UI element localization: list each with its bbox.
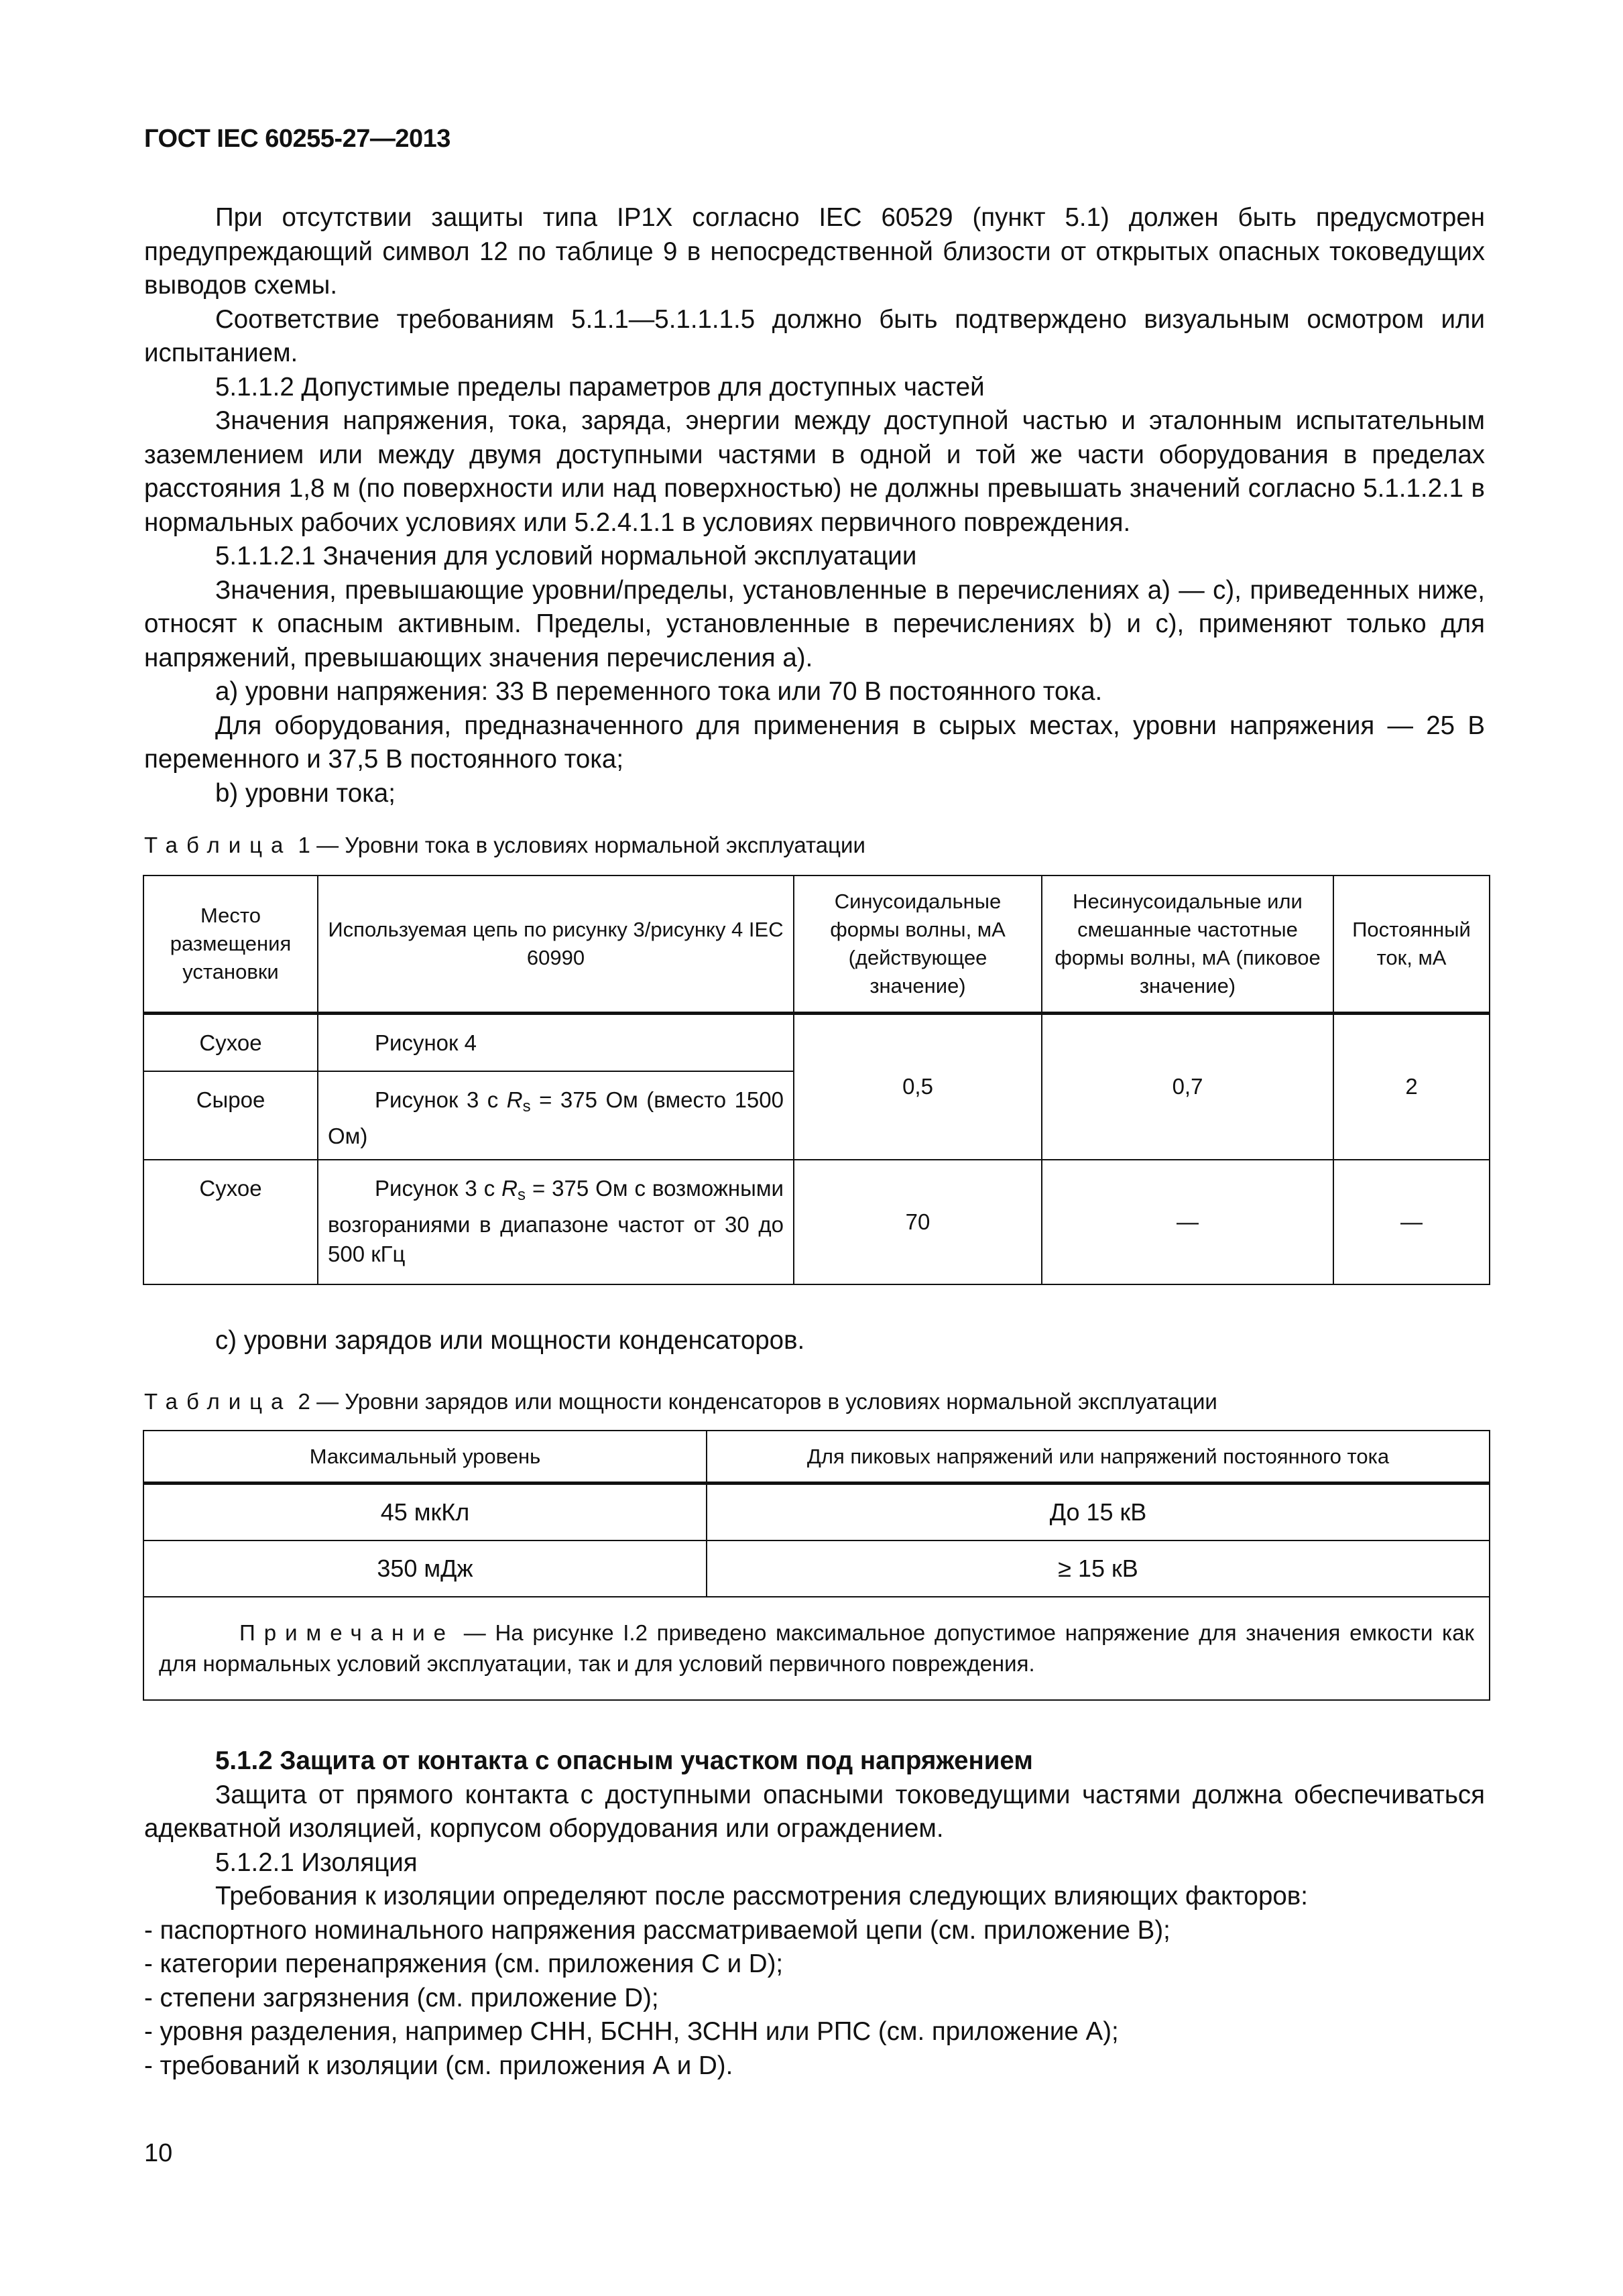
table-header-cell: Синусоидальные формы волны, мА (действующее значение) [794, 875, 1042, 1014]
table-row [143, 1484, 1490, 1541]
table-note [143, 1597, 1490, 1700]
table-caption-text: 1 — Уровни тока в условиях нормальной эксплуатации [292, 833, 865, 857]
table-cell: 0,7 [1042, 1014, 1333, 1160]
subsection-title: 5.1.1.2.1 Значения для условий нормальной эксплуатации [215, 542, 917, 570]
table-header-cell: Место размещения установки [143, 875, 318, 1014]
table-cell: 0,5 [794, 1014, 1042, 1160]
table-cell: 350 мДж [143, 1540, 707, 1597]
table-cell: ≥ 15 кВ [707, 1540, 1490, 1597]
table-cell: 2 [1333, 1014, 1490, 1160]
table-cell: До 15 кВ [707, 1484, 1490, 1541]
table-cell: — [1333, 1160, 1490, 1284]
table-header-row [143, 1431, 1490, 1484]
table-header-cell: Постоянный ток, мА [1333, 875, 1490, 1014]
text-fragment: Рисунок 3 с [375, 1087, 507, 1112]
table-caption-word: Таблица [144, 1389, 292, 1414]
bullet-item: - категории перенапряжения (см. приложения С и D); [144, 1949, 784, 1978]
table-cell: Сухое [143, 1014, 318, 1071]
bullet-item: - паспортного номинального напряжения рассматриваемой цепи (см. приложение В); [144, 1915, 1170, 1945]
section-heading: 5.1.2 Защита от контакта с опасным участком под напряжением [215, 1746, 1033, 1775]
paragraph: Соответствие требованиям 5.1.1—5.1.1.1.5 должно быть подтверждено визуальным осмотром или испытанием. [144, 304, 1485, 367]
table-row [143, 1160, 1490, 1284]
table-cell: 45 мкКл [143, 1484, 707, 1541]
variable-symbol: R [506, 1087, 523, 1112]
table-caption-text: 2 — Уровни зарядов или мощности конденсаторов в условиях нормальной эксплуатации [292, 1389, 1217, 1414]
page-number: 10 [144, 2139, 173, 2167]
subscript: s [518, 1185, 526, 1204]
subscript: s [522, 1097, 531, 1115]
document-header: ГОСТ IEC 60255-27—2013 [144, 125, 450, 153]
table-note-row [143, 1597, 1490, 1700]
list-item-c [144, 1324, 1485, 1358]
text-fragment: Рисунок 3 с [375, 1175, 502, 1201]
note-text: — На рисунке I.2 приведено максимальное допустимое напряжение для значения емкости как для нормальных условий эксплуатации, так и для условий первичного повреждения. [159, 1620, 1474, 1676]
paragraph: Для оборудования, предназначенного для применения в сырых местах, уровни напряжения — 25 В переменного и 37,5 В постоянного тока; [144, 711, 1485, 774]
table-cell [318, 1014, 794, 1071]
table-cell: 70 [794, 1160, 1042, 1284]
table-header-cell: Несинусоидальные или смешанные частотные формы волны, мА (пиковое значение) [1042, 875, 1333, 1014]
table-cell-text [328, 1085, 784, 1151]
table-cell [318, 1071, 794, 1160]
table-cell: — [1042, 1160, 1333, 1284]
section-text-bottom [144, 1744, 1485, 2083]
table-header-cell: Для пиковых напряжений или напряжений постоянного тока [707, 1431, 1490, 1484]
paragraph: Значения, превышающие уровни/пределы, установленные в перечислениях а) — с), приведенных ниже, относят к опасным активным. Пределы, установленные в перечислениях b) и с), применяют только для напряжений, превышающих значения перечисления а). [144, 575, 1485, 672]
section-text-top [144, 201, 1485, 810]
table-caption-word: Таблица [144, 833, 292, 857]
list-item: с) уровни зарядов или мощности конденсаторов. [215, 1326, 805, 1355]
text-fragment: = 375 Ом с возможными возгораниями в диапазоне частот от 30 до 500 кГц [328, 1175, 784, 1266]
table-row [143, 1014, 1490, 1071]
table-header-cell: Максимальный уровень [143, 1431, 707, 1484]
paragraph: Значения напряжения, тока, заряда, энергии между доступной частью и эталонным испытательным заземлением или между двумя доступными частями в одной и той же части оборудования в пределах расстояния 1,8 м (по поверхности или над поверхностью) не должны превышать значений согласно 5.1.1.2.1 в нормальных рабочих условиях или 5.2.4.1.1 в условиях первичного повреждения. [144, 406, 1485, 537]
paragraph: Требования к изоляции определяют после рассмотрения следующих влияющих факторов: [215, 1882, 1308, 1911]
table1-caption [144, 833, 865, 858]
table-header-cell: Используемая цепь по рисунку 3/рисунку 4 IEC 60990 [318, 875, 794, 1014]
table1 [143, 875, 1490, 1285]
table-cell: Сырое [143, 1071, 318, 1160]
table-cell [318, 1160, 794, 1284]
table-cell-text: Рисунок 4 [375, 1030, 477, 1055]
text-fragment: = 375 Ом (вместо 1500 Ом) [328, 1087, 784, 1148]
table-row [143, 1540, 1490, 1597]
subsection-title: 5.1.1.2 Допустимые пределы параметров для доступных частей [215, 372, 985, 402]
bullet-item: - требований к изоляции (см. приложения А и D). [144, 2051, 733, 2080]
bullet-item: - уровня разделения, например СНН, БСНН, ЗСНН или РПС (см. приложение А); [144, 2017, 1119, 2046]
table-cell-text [328, 1174, 784, 1269]
note-word: Примечание [239, 1620, 455, 1645]
bullet-item: - степени загрязнения (см. приложение D); [144, 1983, 659, 2012]
table2 [143, 1430, 1490, 1701]
list-item: а) уровни напряжения: 33 В переменного тока или 70 В постоянного тока. [215, 677, 1103, 706]
table-header-row [143, 875, 1490, 1014]
table-cell: Сухое [143, 1160, 318, 1284]
paragraph: Защита от прямого контакта с доступными опасными токоведущими частями должна обеспечиваться адекватной изоляцией, корпусом оборудования или ограждением. [144, 1780, 1485, 1843]
subsection-title: 5.1.2.1 Изоляция [215, 1848, 418, 1877]
paragraph: При отсутствии защиты типа IP1X согласно IEC 60529 (пункт 5.1) должен быть предусмотрен предупреждающий символ 12 по таблице 9 в непосредственной близости от открытых опасных токоведущих выводов схемы. [144, 203, 1485, 300]
variable-symbol: R [501, 1175, 518, 1201]
list-item: b) уровни тока; [215, 778, 396, 808]
table2-caption [144, 1389, 1217, 1414]
